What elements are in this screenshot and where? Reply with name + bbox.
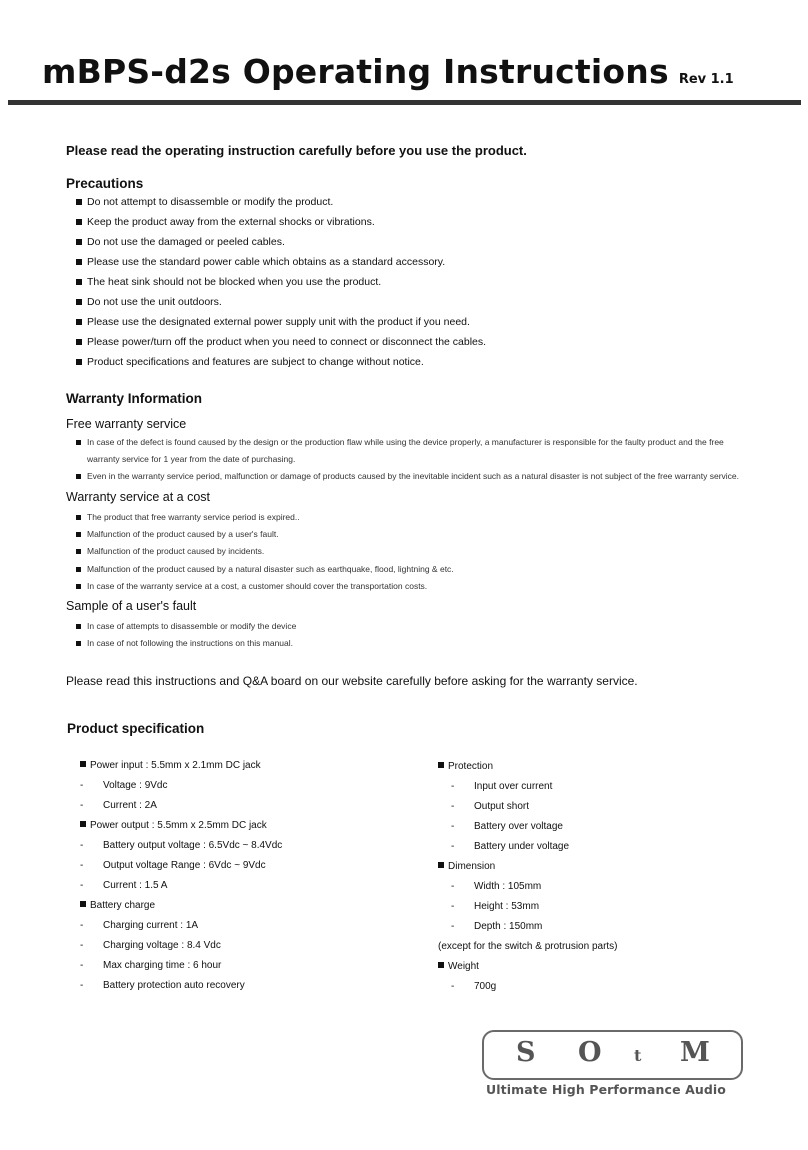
- spec-text: Charging current : 1A: [103, 920, 199, 931]
- spec-text: Voltage : 9Vdc: [103, 780, 168, 791]
- spec-row: [80, 836, 282, 856]
- precaution-item: Please power/turn off the product when you need to connect or disconnect the cables.: [76, 332, 486, 352]
- spec-row: [80, 756, 282, 776]
- spec-text: Dimension: [448, 861, 496, 872]
- spec-row: [80, 776, 282, 796]
- dash-marker: -: [80, 840, 84, 851]
- bullet-marker: [438, 762, 444, 768]
- spec-text: Power output : 5.5mm x 2.5mm DC jack: [90, 820, 267, 831]
- spec-text: Battery output voltage : 6.5Vdc ~ 8.4Vdc: [103, 840, 283, 851]
- warranty-item: The product that free warranty service period is expired..: [76, 509, 454, 526]
- spec-row: [438, 937, 618, 957]
- dash-marker: -: [451, 801, 455, 812]
- warranty-item: In case of not following the instructions on this manual.: [76, 635, 296, 652]
- warranty-item: Even in the warranty service period, malfunction or damage of products caused by the inevitable incident such as a natural disaster is not subject of the free warranty service.: [76, 468, 756, 485]
- precaution-item: Product specifications and features are subject to change without notice.: [76, 352, 486, 372]
- spec-row: [80, 876, 282, 896]
- warranty-item: Malfunction of the product caused by a natural disaster such as earthquake, flood, lightning & etc.: [76, 561, 454, 578]
- spec-row: [438, 757, 618, 777]
- precaution-item: Do not use the damaged or peeled cables.: [76, 232, 486, 252]
- precaution-item: Do not use the unit outdoors.: [76, 292, 486, 312]
- dash-marker: -: [80, 800, 84, 811]
- dash-marker: -: [80, 780, 84, 791]
- spec-text: Output short: [474, 801, 530, 812]
- spec-text: Input over current: [474, 781, 553, 792]
- brand-logo: [482, 1030, 743, 1080]
- logo-letter: t: [634, 1046, 642, 1065]
- spec-right-column: [438, 757, 618, 997]
- bullet-marker: [438, 862, 444, 868]
- precaution-item: The heat sink should not be blocked when you use the product.: [76, 272, 486, 292]
- warranty-item: In case of the warranty service at a cost, a customer should cover the transportation costs.: [76, 578, 454, 595]
- title-rule: [8, 100, 801, 105]
- warranty-note: Please read this instructions and Q&A board on our website carefully before asking for the warranty service.: [66, 674, 638, 688]
- bullet-marker: [438, 962, 444, 968]
- spec-row: [80, 976, 282, 996]
- spec-row: [80, 896, 282, 916]
- spec-text: Battery over voltage: [474, 821, 563, 832]
- spec-row: [80, 816, 282, 836]
- dash-marker: -: [451, 921, 455, 932]
- spec-row: [451, 797, 618, 817]
- logo-letter: S: [516, 1037, 536, 1068]
- spec-text: (except for the switch & protrusion parts): [438, 941, 618, 952]
- brand-tagline: Ultimate High Performance Audio: [486, 1082, 726, 1097]
- dash-marker: -: [451, 901, 455, 912]
- user-fault-list: [76, 618, 296, 652]
- spec-row: [80, 916, 282, 936]
- paid-warranty-heading: Warranty service at a cost: [66, 490, 211, 504]
- spec-text: Height : 53mm: [474, 901, 540, 912]
- dash-marker: -: [80, 980, 84, 991]
- spec-row: [451, 817, 618, 837]
- spec-text: Protection: [448, 761, 494, 772]
- warranty-item: Malfunction of the product caused by incidents.: [76, 543, 454, 560]
- logo-letter: O: [578, 1037, 602, 1068]
- dash-marker: -: [451, 841, 455, 852]
- dash-marker: -: [451, 981, 455, 992]
- precaution-item: Please use the standard power cable which obtains as a standard accessory.: [76, 252, 486, 272]
- spec-row: [451, 777, 618, 797]
- dash-marker: -: [451, 781, 455, 792]
- warranty-item: In case of attempts to disassemble or modify the device: [76, 618, 296, 635]
- spec-text: Current : 1.5 A: [103, 880, 168, 891]
- free-warranty-list: [76, 434, 756, 486]
- spec-row: [451, 917, 618, 937]
- spec-text: Max charging time : 6 hour: [103, 960, 222, 971]
- spec-row: [451, 877, 618, 897]
- warranty-item: In case of the defect is found caused by the design or the production flaw while using the device properly, a manufacturer is responsible for the faulty product and the free warranty service for 1 year from the date of purchasing.: [76, 434, 756, 468]
- warranty-heading: Warranty Information: [66, 391, 203, 406]
- dash-marker: -: [80, 940, 84, 951]
- spec-row: [451, 837, 618, 857]
- spec-text: Weight: [448, 961, 479, 972]
- spec-text: Depth : 150mm: [474, 921, 543, 932]
- precautions-heading: Precautions: [66, 176, 144, 191]
- spec-row: [80, 796, 282, 816]
- warranty-item: Malfunction of the product caused by a user's fault.: [76, 526, 454, 543]
- spec-left-column: [80, 756, 282, 996]
- intro-text: Please read the operating instruction carefully before you use the product.: [66, 143, 527, 158]
- spec-text: 700g: [474, 981, 497, 992]
- precaution-item: Please use the designated external power supply unit with the product if you need.: [76, 312, 486, 332]
- spec-row: [438, 857, 618, 877]
- spec-row: [80, 856, 282, 876]
- precautions-list: [76, 192, 486, 372]
- spec-text: Battery under voltage: [474, 841, 570, 852]
- spec-text: Width : 105mm: [474, 881, 542, 892]
- user-fault-heading: Sample of a user's fault: [66, 599, 197, 613]
- spec-row: [438, 957, 618, 977]
- spec-text: Power input : 5.5mm x 2.1mm DC jack: [90, 760, 261, 771]
- spec-row: [451, 897, 618, 917]
- spec-text: Current : 2A: [103, 800, 157, 811]
- dash-marker: -: [80, 920, 84, 931]
- paid-warranty-list: [76, 509, 454, 595]
- precaution-item: Do not attempt to disassemble or modify the product.: [76, 192, 486, 212]
- dash-marker: -: [451, 881, 455, 892]
- bullet-marker: [80, 901, 86, 907]
- spec-text: Battery protection auto recovery: [103, 980, 245, 991]
- bullet-marker: [80, 761, 86, 767]
- document-title: [42, 52, 734, 91]
- spec-text: Charging voltage : 8.4 Vdc: [103, 940, 221, 951]
- spec-text: Output voltage Range : 6Vdc ~ 9Vdc: [103, 860, 266, 871]
- spec-row: [80, 956, 282, 976]
- dash-marker: -: [451, 821, 455, 832]
- spec-row: [80, 936, 282, 956]
- spec-heading: Product specification: [67, 721, 205, 736]
- revision-label: Rev 1.1: [678, 72, 734, 87]
- precaution-item: Keep the product away from the external shocks or vibrations.: [76, 212, 486, 232]
- dash-marker: -: [80, 860, 84, 871]
- spec-text: Battery charge: [90, 900, 156, 911]
- title-text: mBPS-d2s Operating Instructions: [42, 52, 669, 91]
- dash-marker: -: [80, 960, 84, 971]
- free-warranty-heading: Free warranty service: [66, 417, 187, 431]
- dash-marker: -: [80, 880, 84, 891]
- bullet-marker: [80, 821, 86, 827]
- logo-letter: M: [680, 1037, 710, 1068]
- spec-row: [451, 977, 618, 997]
